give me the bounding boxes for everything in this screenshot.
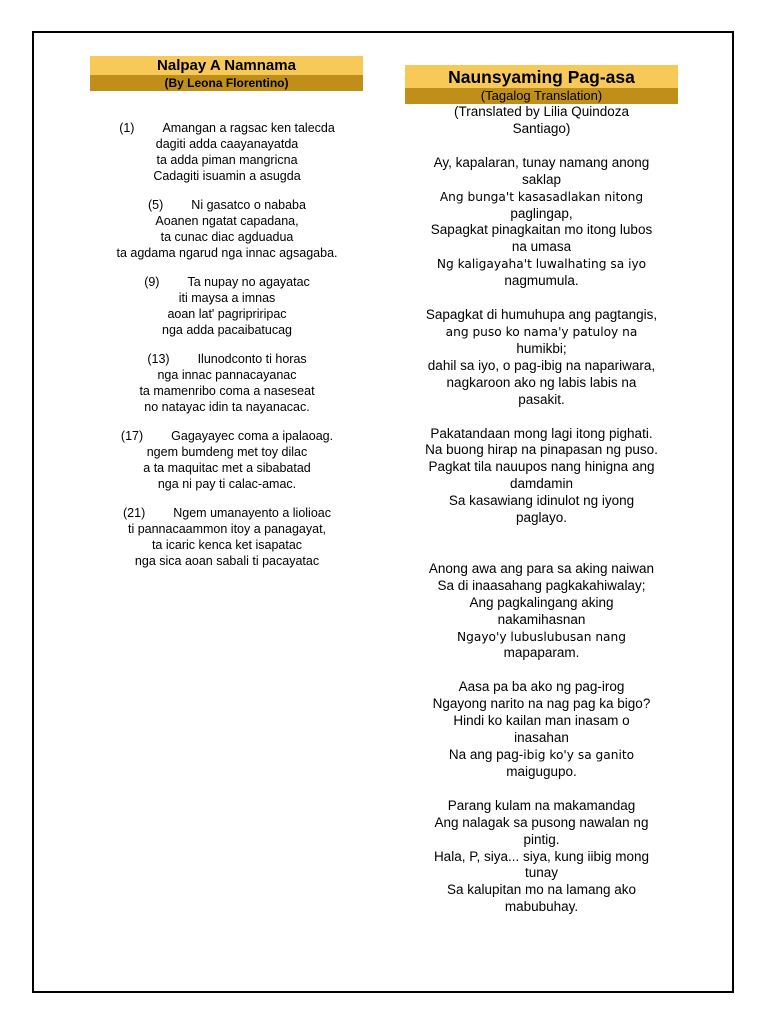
right-poem — [399, 104, 684, 933]
right-subtitle: (Tagalog Translation) — [405, 88, 678, 104]
poem-line: Ang pagkalingang aking — [469, 594, 614, 610]
left-title: Nalpay A Namnama — [90, 56, 363, 75]
poem-line: Sapagkat di humuhupa ang pagtangis, — [425, 307, 658, 323]
poem-line: aoan lat' pagripriripac — [167, 307, 287, 321]
poem-line: nga ni pay ti calac-amac. — [157, 477, 297, 491]
poem-line: mapaparam. — [503, 645, 580, 661]
translation-stanza-1 — [399, 155, 684, 290]
poem-line: Anong awa ang para sa aking naiwan — [428, 560, 655, 576]
poem-line: ti pannacaammon itoy a panagayat, — [127, 522, 327, 536]
stanza-3 — [96, 274, 358, 338]
poem-line: ta cunac diac agduadua — [160, 230, 294, 244]
translation-stanza-2 — [399, 307, 684, 408]
poem-line: saklap — [521, 171, 562, 187]
poem-line: Na ang pag-ibig ko'y sa ganito — [448, 747, 635, 762]
poem-line: tunay — [524, 865, 559, 881]
poem-line: Sa kalupitan mo na lamang ako — [446, 882, 637, 898]
stanza-6 — [96, 505, 358, 569]
poem-line: Cadagiti isuamin a asugda — [153, 169, 301, 183]
poem-line: Sapagkat pinagkaitan mo itong lubos — [430, 222, 653, 238]
poem-line: Ngem umanayento a liolioac — [173, 506, 331, 520]
line-number: (13) — [147, 352, 170, 366]
poem-line: Ang nalagak sa pusong nawalan ng — [434, 814, 649, 830]
poem-line: Parang kulam na makamandag — [447, 797, 636, 813]
poem-line: Ng kaligayaha't luwalhating sa iyo — [436, 257, 647, 272]
left-subtitle: (By Leona Florentino) — [90, 75, 363, 91]
line-number: (1) — [119, 121, 135, 135]
right-title: Naunsyaming Pag-asa — [405, 65, 678, 88]
poem-line: no natayac idin ta nayanacac. — [144, 400, 310, 414]
poem-line: pasakit. — [518, 391, 565, 407]
poem-line: dagiti adda caayanayatda — [155, 137, 299, 151]
stanza-2 — [96, 197, 358, 261]
stanza-1 — [96, 120, 358, 184]
poem-line: Aasa pa ba ako ng pag-irog — [458, 679, 625, 695]
poem-line: Aoanen ngatat capadana, — [155, 214, 299, 228]
poem-line: iti maysa a imnas — [178, 291, 276, 305]
stanza-4 — [96, 351, 358, 415]
poem-line: maigugupo. — [506, 763, 577, 779]
poem-line: inasahan — [514, 730, 569, 746]
poem-line: Hala, P, siya... siya, kung iibig mong — [433, 848, 650, 864]
poem-line: Ilunodconto ti horas — [197, 352, 307, 366]
translation-stanza-4 — [399, 561, 684, 662]
poem-line: Amangan a ragsac ken talecda — [162, 121, 335, 135]
poem-line: na umasa — [511, 239, 572, 255]
poem-line: ang puso ko nama'y patuloy na — [445, 324, 638, 339]
translation-stanza-3 — [399, 426, 684, 527]
line-number: (21) — [123, 506, 146, 520]
poem-line: mabubuhay. — [504, 899, 579, 915]
poem-line: ngem bumdeng met toy dilac — [146, 445, 308, 459]
poem-line: paglingap, — [510, 205, 573, 221]
poem-line: a ta maquitac met a sibabatad — [143, 461, 311, 475]
poem-line: Ta nupay no agayatac — [187, 275, 310, 289]
poem-line: Na buong hirap na pinapasan ng puso. — [425, 442, 658, 458]
poem-line: nga innac pannacayanac — [157, 368, 297, 382]
poem-line: Gagayayec coma a ipalaoag. — [171, 429, 334, 443]
left-header — [90, 56, 363, 91]
poem-line: ta agdama ngarud nga innac agsagaba. — [116, 246, 338, 260]
line-number: (17) — [120, 429, 144, 443]
poem-line: Pagkat tila nauupos nang hinigna ang — [428, 459, 655, 475]
left-poem — [96, 120, 358, 582]
poem-line: Ngayo'y lubuslubusan nang — [457, 629, 626, 644]
poem-line: damdamin — [509, 476, 574, 492]
poem-line: nga adda pacaibatucag — [162, 323, 292, 337]
poem-line: Ni gasatco o nababa — [191, 198, 306, 212]
poem-line: nga sica aoan sabali ti pacayatac — [134, 554, 320, 568]
line-number: (9) — [144, 275, 160, 289]
poem-line: nagkaroon ako ng labis labis na — [446, 374, 637, 390]
translation-stanza-6 — [399, 798, 684, 916]
stanza-5 — [96, 428, 358, 492]
poem-line: humikbi; — [516, 340, 567, 356]
poem-line: Sa di inaasahang pagkakahiwalay; — [437, 577, 646, 593]
poem-line: paglayo. — [515, 510, 568, 526]
poem-line: pintig. — [523, 831, 560, 847]
poem-line: Ngayong narito na nag pag ka bigo? — [432, 696, 651, 712]
poem-line: nakamihasnan — [497, 611, 586, 627]
poem-line: nagmumula. — [504, 273, 579, 289]
poem-line: Ay, kapalaran, tunay namang anong — [433, 154, 650, 170]
right-header — [405, 65, 678, 104]
poem-line: ta icaric kenca ket isapatac — [151, 538, 303, 552]
poem-line: ta mamenribo coma a naseseat — [139, 384, 315, 398]
poem-line: Hindi ko kailan man inasam o — [453, 713, 630, 729]
poem-line: Pakatandaan mong lagi itong pighati. — [430, 425, 653, 441]
line-number: (5) — [148, 198, 164, 212]
poem-line: ta adda piman mangricna — [156, 153, 298, 167]
poem-line: Ang bunga't kasasadlakan nitong — [439, 189, 644, 204]
poem-line: Sa kasawiang idinulot ng iyong — [448, 493, 635, 509]
translation-stanza-5 — [399, 679, 684, 780]
poem-line: dahil sa iyo, o pag-ibig na napariwara, — [427, 357, 656, 373]
translator-credit: (Translated by Lilia Quindoza Santiago) — [453, 104, 630, 136]
